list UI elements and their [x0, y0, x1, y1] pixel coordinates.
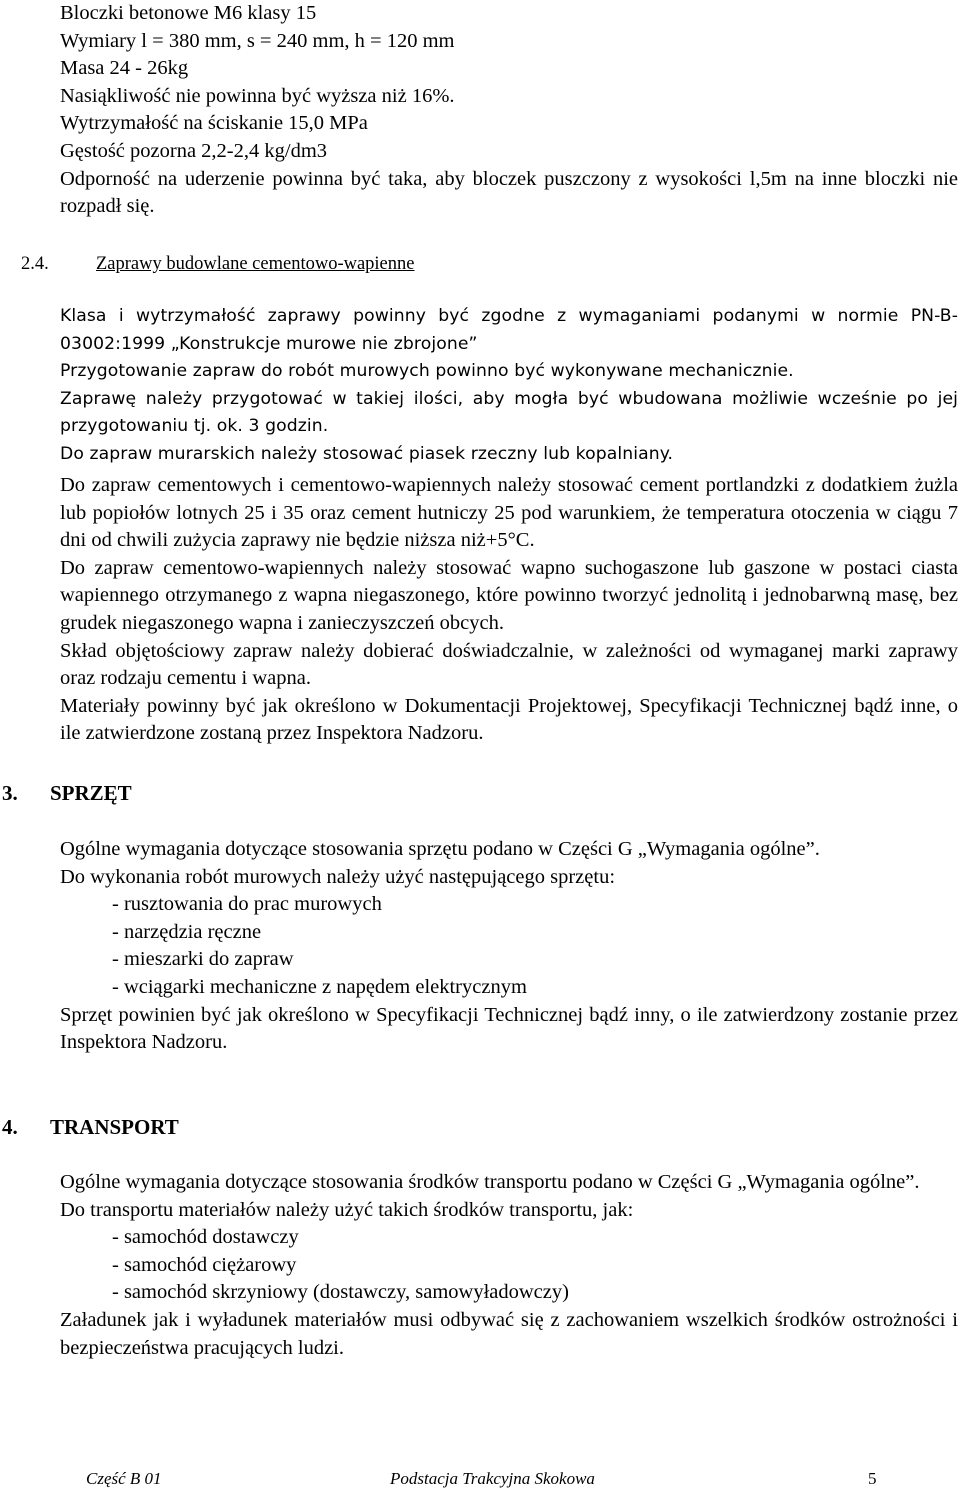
section-title: SPRZĘT [50, 781, 132, 805]
intro-line: Wytrzymałość na ściskanie 15,0 MPa [60, 112, 368, 135]
paragraph: Ogólne wymagania dotyczące stosowania środków transportu podano w Części G „Wymagania ogólne”. [60, 1171, 920, 1193]
subsection-title: Zaprawy budowlane cementowo-wapienne [96, 254, 415, 274]
paragraph: Sprzęt powinien być jak określono w Specyfikacji Technicznej bądź inny, o ile zatwierdzony zostanie przez Inspektora Nadzoru. [60, 1003, 958, 1054]
paragraph: Skład objętościowy zapraw należy dobierać doświadczalnie, w zależności od wymaganej marki zaprawy oraz rodzaju cementu i wapna. [60, 639, 958, 690]
list-item: - narzędzia ręczne [112, 920, 262, 943]
intro-line: Bloczki betonowe M6 klasy 15 [60, 2, 317, 24]
paragraph: Ogólne wymagania dotyczące stosowania sprzętu podano w Części G „Wymagania ogólne”. [60, 838, 820, 860]
section-number: 4. [2, 1115, 18, 1139]
intro-paragraph: Odporność na uderzenie powinna być taka, aby bloczek puszczony z wysokości l,5m na inne bloczki nie rozpadł się. [60, 167, 958, 218]
list-item: - samochód skrzyniowy (dostawczy, samowyładowczy) [112, 1281, 569, 1304]
list-intro: Do wykonania robót murowych należy użyć następującego sprzętu: [60, 865, 616, 888]
section-number: 3. [2, 781, 18, 805]
paragraph: Klasa i wytrzymałość zaprawy powinny być zgodne z wymaganiami podanymi w normie PN-B-03002:1999 „Konstrukcje murowe nie zbrojone” [60, 306, 958, 354]
list-item: - rusztowania do prac murowych [112, 893, 382, 916]
paragraph: Przygotowanie zapraw do robót murowych powinno być wykonywane mechanicznie. [60, 361, 794, 381]
mortar-materials-block [60, 472, 958, 748]
list-item: - samochód dostawczy [112, 1226, 299, 1249]
equipment-list [60, 891, 958, 1001]
equipment-block [60, 836, 958, 1057]
paragraph: Do zapraw murarskich należy stosować piasek rzeczny lub kopalniany. [60, 443, 674, 464]
intro-line: Masa 24 - 26kg [60, 57, 189, 80]
intro-block [60, 0, 958, 221]
transport-list [60, 1224, 958, 1307]
subsection-number: 2.4. [21, 254, 49, 274]
list-item: - samochód ciężarowy [112, 1253, 297, 1276]
paragraph: Materiały powinny być jak określono w Dokumentacji Projektowej, Specyfikacji Technicznej bądź inne, o ile zatwierdzone zostaną przez Inspektora Nadzoru. [60, 694, 958, 745]
intro-line: Nasiąkliwość nie powinna być wyższa niż 16%. [60, 84, 455, 107]
section-title: TRANSPORT [50, 1115, 179, 1139]
footer-page-number: 5 [868, 1469, 877, 1488]
mortar-requirements-block [60, 303, 958, 468]
paragraph: Do zapraw cementowo-wapiennych należy stosować wapno suchogaszone lub gaszone w postaci ciasta wapiennego otrzymanego z wapna niegaszonego, które powinno tworzyć jednolitą i jednobarwną masę, bez grudek niegaszonego wapna i zanieczyszczeń obcych. [60, 556, 958, 634]
list-item: - wciągarki mechaniczne z napędem elektrycznym [112, 975, 527, 998]
list-intro: Do transportu materiałów należy użyć takich środków transportu, jak: [60, 1198, 634, 1221]
intro-line: Gęstość pozorna 2,2-2,4 kg/dm3 [60, 139, 328, 162]
paragraph: Do zapraw cementowych i cementowo-wapiennych należy stosować cement portlandzki z dodatkiem żużla lub popiołów lotnych 25 i 35 oraz cement hutniczy 25 pod warunkiem, że temperatura otoczenia w ciągu 7 dni od chwili zużycia zaprawy nie będzie niższa niż+5°C. [60, 474, 958, 552]
list-item: - mieszarki do zapraw [112, 948, 294, 971]
intro-line: Wymiary l = 380 mm, s = 240 mm, h = 120 mm [60, 29, 455, 52]
footer-document-title: Podstacja Trakcyjna Skokowa [390, 1469, 595, 1488]
paragraph: Załadunek jak i wyładunek materiałów musi odbywać się z zachowaniem wszelkich środków ostrożności i bezpieczeństwa pracujących ludzi. [60, 1308, 958, 1359]
footer-part-label: Część B 01 [86, 1469, 162, 1488]
transport-block [60, 1169, 958, 1362]
paragraph: Zaprawę należy przygotować w takiej ilości, aby mogła być wbudowana możliwie wcześnie po jej przygotowaniu tj. ok. 3 godzin. [60, 388, 958, 436]
